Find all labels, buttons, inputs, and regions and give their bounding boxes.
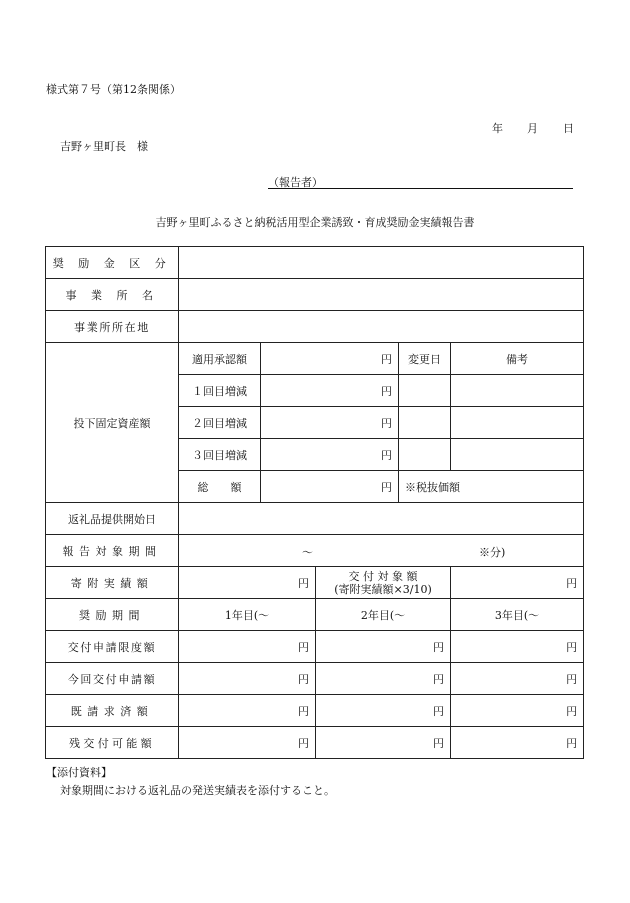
incentive-period-year-2[interactable]: 2年目(～ [316,599,451,631]
row-report-period [46,535,584,567]
reporter-line[interactable] [268,174,573,189]
row-already-claimed [46,695,584,727]
business-name-field[interactable] [179,279,584,311]
fixed-asset-sub-label: 適用承認額 [179,343,261,375]
date-year: 年 [492,122,503,135]
donation-results-label: 寄附実績額 [46,567,179,599]
remaining-grant-label: 残交付可能額 [46,727,179,759]
amount-field[interactable]: 円 [179,663,316,695]
addressee: 吉野ヶ里町長 様 [60,140,148,153]
row-gift-start-date [46,503,584,535]
remarks-field[interactable] [451,439,584,471]
incentive-period-label: 奨励期間 [46,599,179,631]
amount-field[interactable]: 円 [316,727,451,759]
amount-field[interactable]: 円 [316,695,451,727]
amount-field[interactable]: 円 [451,631,584,663]
report-period-tilde: ～ [302,546,313,559]
change-date-header: 変更日 [399,343,451,375]
remarks-header: 備考 [451,343,584,375]
amount-field[interactable]: 円 [451,695,584,727]
date-day: 日 [563,122,574,135]
change-date-field[interactable] [399,375,451,407]
amount-field[interactable]: 円 [179,631,316,663]
business-name-label: 事 業 所 名 [46,279,179,311]
fixed-asset-sub-label: ３回目増減 [179,439,261,471]
reporter-label: （報告者） [268,176,323,189]
fixed-asset-label: 投下固定資産額 [46,343,179,503]
already-claimed-label: 既請求済額 [46,695,179,727]
row-remaining-grant [46,727,584,759]
fixed-asset-sub-label: １回目増減 [179,375,261,407]
fixed-asset-amount-field[interactable]: 円 [261,343,399,375]
row-business-name [46,279,584,311]
fixed-asset-amount-field[interactable]: 円 [261,407,399,439]
report-form-table [45,246,584,759]
row-application-limit [46,631,584,663]
incentive-category-field[interactable] [179,247,584,279]
tax-note: ※税抜価額 [399,471,584,503]
row-business-location [46,311,584,343]
application-limit-label: 交付申請限度額 [46,631,179,663]
row-incentive-period [46,599,584,631]
row-current-application [46,663,584,695]
amount-field[interactable]: 円 [451,727,584,759]
attachments-heading: 【添付資料】 [46,766,112,779]
row-fixed-asset-approved [46,343,584,375]
incentive-period-year-3[interactable]: 3年目(～ [451,599,584,631]
report-period-suffix: ※分) [479,546,506,559]
fixed-asset-amount-field[interactable]: 円 [261,375,399,407]
current-application-label: 今回交付申請額 [46,663,179,695]
fixed-asset-sub-label: 総 額 [179,471,261,503]
amount-field[interactable]: 円 [179,727,316,759]
amount-field[interactable]: 円 [451,663,584,695]
fixed-asset-amount-field[interactable]: 円 [261,439,399,471]
donation-results-field[interactable]: 円 [179,567,316,599]
change-date-field[interactable] [399,407,451,439]
fixed-asset-sub-label: ２回目増減 [179,407,261,439]
business-location-field[interactable] [179,311,584,343]
report-period-label: 報告対象期間 [46,535,179,567]
row-donation-results [46,567,584,599]
report-period-field[interactable] [179,535,584,567]
form-number: 様式第７号（第12条関係） [46,83,181,96]
amount-field[interactable]: 円 [316,663,451,695]
grant-target-title: 交 付 対 象 額 [348,569,418,583]
gift-start-date-label: 返礼品提供開始日 [46,503,179,535]
grant-target-note: (寄附実績額×3/10) [334,582,432,596]
document-title: 吉野ヶ里町ふるさと納税活用型企業誘致・育成奨励金実績報告書 [155,216,475,229]
gift-start-date-field[interactable] [179,503,584,535]
change-date-field[interactable] [399,439,451,471]
incentive-category-label: 奨 励 金 区 分 [46,247,179,279]
row-incentive-category [46,247,584,279]
remarks-field[interactable] [451,375,584,407]
fixed-asset-amount-field[interactable]: 円 [261,471,399,503]
amount-field[interactable]: 円 [316,631,451,663]
attachments-text: 対象期間における返礼品の発送実績表を添付すること。 [60,784,335,797]
incentive-period-year-1[interactable]: 1年目(～ [179,599,316,631]
grant-target-label [316,567,451,599]
amount-field[interactable]: 円 [179,695,316,727]
business-location-label: 事業所所在地 [46,311,179,343]
grant-target-field[interactable]: 円 [451,567,584,599]
remarks-field[interactable] [451,407,584,439]
date-month: 月 [527,122,538,135]
